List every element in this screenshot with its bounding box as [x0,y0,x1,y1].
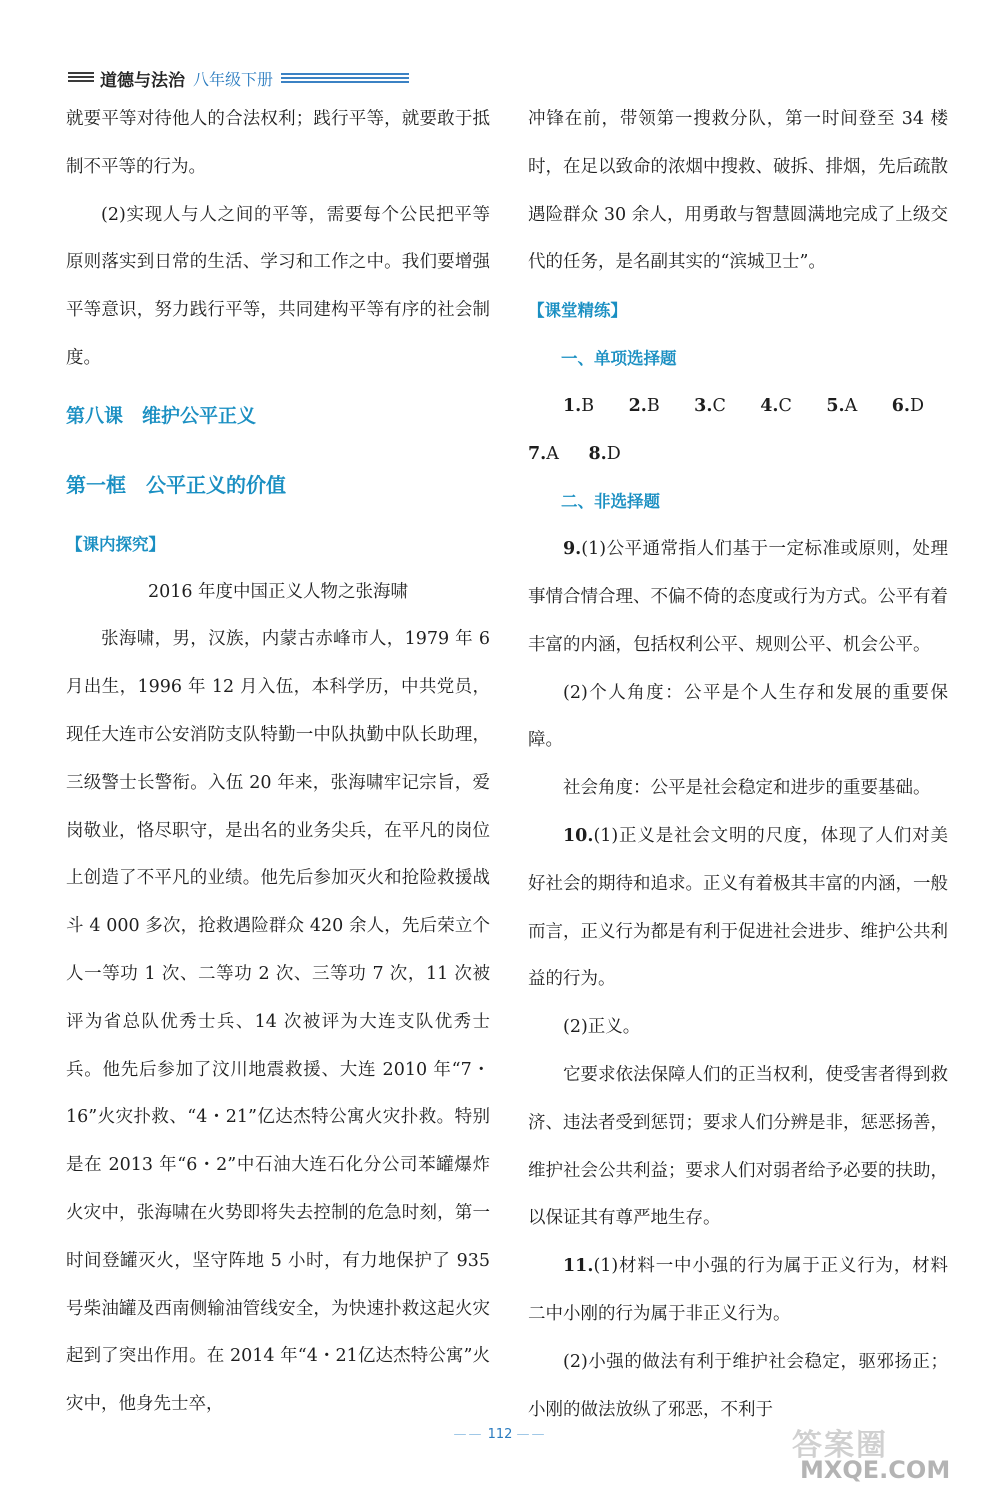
answer-item: 4.C [760,395,792,416]
watermark-text-small: MXQE.COM [800,1456,951,1484]
footer-dash-right: —— [516,1427,547,1442]
q11-part1 [528,1243,948,1339]
q9-part1 [528,526,948,669]
answer-item: 7.A [528,443,559,464]
right-column [528,96,948,1434]
frame-title: 第一框 公平正义的价值 [66,472,286,497]
section-non-choice: 二、非选择题 [561,492,660,512]
tag-explore: 【课内探究】 [66,534,165,554]
q9-part2: (2)个人角度：公平是个人生存和发展的重要保障。 [528,682,948,751]
watermark-logo [740,1420,951,1486]
left-column [66,96,490,1429]
q10-part1 [528,813,948,1004]
lesson-title: 第八课 维护公平正义 [66,404,257,427]
q10-number: 10. [563,825,594,846]
q11-number: 11. [563,1256,594,1277]
tag-practice: 【课堂精练】 [528,301,627,321]
answer-list [528,383,948,479]
answer-item: 2.B [628,395,660,416]
page-header [68,66,409,90]
answer-item: 6.D [891,395,924,416]
q9-number: 9. [563,539,582,560]
q10-part3: 它要求依法保障人们的正当权利，使受害者得到救济、违法者受到惩罚；要求人们分辨是非，惩恶扬善，维护社会公共利益；要求人们对弱者给予必要的扶助，以保证其有尊严地生存。 [528,1064,948,1229]
answer-item: 3.C [694,395,726,416]
watermark-text-large: 答案圈 [792,1428,888,1463]
header-stripe-decoration [281,73,409,83]
header-grade: 八年级下册 [193,69,274,89]
q11-text-1: (1)材料一中小强的行为属于正义行为，材料二中小刚的行为属于非正义行为。 [528,1256,948,1324]
q9-text-1: (1)公平通常指人们基于一定标准或原则，处理事情合情合理、不偏不倚的态度或行为方式。公平有着丰富的内涵，包括权利公平、规则公平、机会公平。 [528,539,948,655]
article-body: 张海啸，男，汉族，内蒙古赤峰市人，1979 年 6 月出生，1996 年 12 月入伍，本科学历，中共党员，现任大连市公安消防支队特勤一中队执勤中队长助理，三级警士长警衔。入伍 20 年来，张海啸牢记宗旨，爱岗敬业，恪尽职守，是出名的业务尖兵，在平凡的岗位上创造了不平凡的业绩。他先后参加灭火和抢险救援战斗 4 000 多次，抢救遇险群众 420 余人，先后荣立个人一等功 1 次、二等功 2 次、三等功 7 次，11 次被评为省总队优秀士兵、14 次被评为大连支队优秀士兵。他先后参加了汶川地震救援、大连 2010 年“7・16”火灾扑救、“4・21”亿达杰特公寓火灾扑救。特别是在 2013 年“6・2”中石油大连石化分公司苯罐爆炸火灾中，张海啸在火势即将失去控制的危急时刻，第一时间登罐灭火，坚守阵地 5 小时，有力地保护了 935 号柴油罐及西南侧输油管线安全，为快速扑救这起火灾起到了突出作用。在 2014 年“4・21亿达杰特公寓”火灾中，他身先士卒， [66,629,490,1415]
answer-item: 5.A [826,395,858,416]
q10-part2: (2)正义。 [563,1017,641,1038]
q9-part3: 社会角度：公平是社会稳定和进步的重要基础。 [563,778,931,799]
answer-item: 8.D [588,443,621,464]
header-subject: 道德与法治 [100,70,185,91]
left-paragraph-2: (2)实现人与人之间的平等，需要每个公民把平等原则落实到日常的生活、学习和工作之中。我们要增强平等意识，努力践行平等，共同建构平等有序的社会制度。 [66,204,490,368]
left-paragraph-1: 就要平等对待他人的合法权利；践行平等，就要敢于抵制不平等的行为。 [66,109,490,177]
header-bars-decoration [68,72,94,84]
right-paragraph-continued: 冲锋在前，带领第一搜救分队，第一时间登至 34 楼时，在足以致命的浓烟中搜救、破拆、排烟，先后疏散遇险群众 30 余人，用勇敢与智慧圆满地完成了上级交代的任务，是名副其实的“滨城卫士”。 [528,109,948,273]
q10-text-1: (1)正义是社会文明的尺度，体现了人们对美好社会的期待和追求。正义有着极其丰富的内涵，一般而言，正义行为都是有利于促进社会进步、维护公共利益的行为。 [528,825,948,990]
answer-item: 1.B [563,395,595,416]
page-number: 112 [487,1427,513,1442]
article-title: 2016 年度中国正义人物之张海啸 [147,581,409,602]
footer-dash-left: —— [453,1427,484,1442]
q11-part2: (2)小强的做法有利于维护社会稳定，驱邪扬正；小刚的做法放纵了邪恶，不利于 [528,1351,948,1420]
section-single-choice: 一、单项选择题 [561,348,677,368]
